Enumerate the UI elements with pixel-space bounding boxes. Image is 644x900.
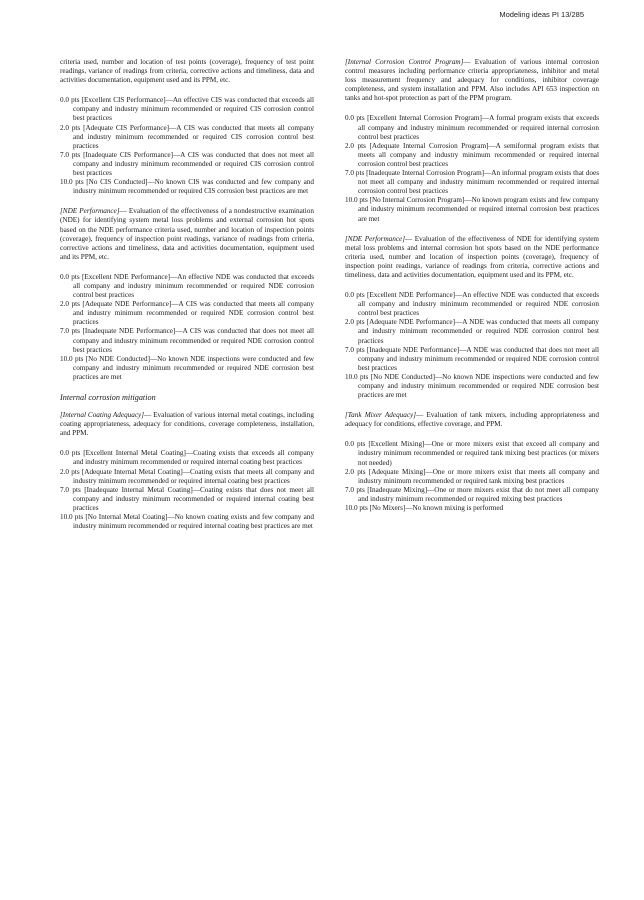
coating-scoring-list xyxy=(60,449,314,531)
list-item: 7.0 pts [Inadequate NDE Performance]—A CIS was conducted that does not meet all company and industry minimum recommended or required NDE corrosion control best practices xyxy=(60,327,314,354)
icp-scoring-list xyxy=(345,114,599,223)
section-subheading: Internal corrosion mitigation xyxy=(60,393,156,402)
icp-paragraph xyxy=(345,58,599,103)
list-item: 7.0 pts [Inadequate NDE Performance]—A NDE was conducted that does not meet all company and industry minimum recommended or required NDE corrosion control best practices xyxy=(345,345,599,372)
list-item: 7.0 pts [Inadequate CIS Performance]—A CIS was conducted that does not meet all company and industry minimum recommended or required CIS corrosion control best practices xyxy=(60,150,314,178)
list-item: 10.0 pts [No NDE Conducted]—No known NDE inspections were conducted and few company and industry minimum recommended or required NDE corrosion best practices are met xyxy=(60,354,314,381)
coating-title: [Internal Coating Adequacy] xyxy=(60,411,145,420)
list-item: 0.0 pts [Excellent NDE Performance]—An effective NDE was conducted that exceeds all company and industry minimum recommended or required NDE corrosion control best practices xyxy=(345,291,599,318)
coating-paragraph xyxy=(60,411,314,438)
coating-text: — Evaluation of various internal metal coatings, including coating appropriateness, adequacy for conditions, coverage completeness, installation, and PPM. xyxy=(60,411,314,438)
tank-mixer-title: [Tank Mixer Adequacy] xyxy=(345,411,417,420)
nde-internal-title: [NDE Performance] xyxy=(345,234,406,243)
list-item: 0.0 pts [Excellent Internal Metal Coating]—Coating exists that exceeds all company and industry minimum recommended or required internal coating best practices xyxy=(60,449,314,467)
nde-external-paragraph xyxy=(60,207,314,262)
list-item: 7.0 pts [Inadequate Mixing]—One or more mixers exist that do not meet all company and industry minimum recommended or required mixing best practices xyxy=(345,485,599,503)
tank-mixer-paragraph xyxy=(345,411,599,429)
list-item: 0.0 pts [Excellent NDE Performance]—An effective NDE was conducted that exceeds all company and industry minimum recommended or required NDE corrosion control best practices xyxy=(60,272,314,300)
list-item: 10.0 pts [No CIS Conducted]—No known CIS was conducted and few company and industry minimum recommended or required CIS corrosion best practices are met xyxy=(60,178,314,196)
list-item: 0.0 pts [Excellent CIS Performance]—An effective CIS was conducted that exceeds all company and industry minimum recommended or required CIS corrosion control best practices xyxy=(60,96,314,123)
list-item: 2.0 pts [Adequate Mixing]—One or more mixers exist that meets all company and industry minimum recommended or required tank mixing best practices xyxy=(345,467,599,485)
running-header: Modeling ideas PI 13/285 xyxy=(499,10,584,19)
list-item: 10.0 pts [No Mixers]—No known mixing is performed xyxy=(345,504,504,513)
nde-internal-text: — Evaluation of the effectiveness of NDE for identifying system metal loss problems and internal corrosion hot spots based on the NDE performance criteria used, number and location of inspection points (coverage), frequency of inspection point readings, variance of readings from criteria, corrective actions and timeliness, data and activities documentation, equipment used and its PPM, etc. xyxy=(345,234,599,279)
list-item: 7.0 pts [Inadequate Internal Corrosion Program]—An informal program exists that does not meet all company and industry minimum recommended or required internal corrosion control best practices xyxy=(345,169,599,196)
nde-external-scoring-list xyxy=(60,273,314,382)
right-column xyxy=(345,58,599,524)
list-item: 2.0 pts [Adequate Internal Metal Coating]—Coating exists that meets all company and industry minimum recommended or required internal coating best practices xyxy=(60,467,314,485)
list-item: 10.0 pts [No Internal Metal Coating]—No known coating exists and few company and industry minimum recommended or required internal coating best practices are met xyxy=(60,513,314,531)
nde-internal-scoring-list xyxy=(345,291,599,400)
icp-title: [Internal Corrosion Control Program] xyxy=(345,58,464,66)
cis-intro-paragraph: criteria used, number and location of test points (coverage), frequency of test point readings, variance of readings from criteria, corrective actions and timeliness, data and activities documentation, equipment used and its PPM, etc. xyxy=(60,58,314,85)
icp-text: — Evaluation of various internal corrosion control measures including performance criteria appropriateness, inhibitor and metal loss measurement frequency and adequacy for conditions, inhibitor coverage completeness, and system installation and PPM. Also includes API 653 inspection on tanks and hot-spot protection as part of the PPM program. xyxy=(345,58,599,103)
list-item: 2.0 pts [Adequate Internal Corrosion Program]—A semiformal program exists that meets all company and industry minimum recommended or required internal corrosion control best practices xyxy=(345,141,599,168)
list-item: 10.0 pts [No Internal Corrosion Program]—No known program exists and few company and industry minimum recommended or required internal corrosion best practices are met xyxy=(345,196,599,223)
nde-internal-paragraph xyxy=(345,235,599,280)
list-item: 2.0 pts [Adequate NDE Performance]—A CIS was conducted that meets all company and industry minimum recommended or required NDE corrosion control best practices xyxy=(60,300,314,327)
tank-mixer-text: — Evaluation of tank mixers, including appropriateness and adequacy for conditions, effective coverage, and PPM. xyxy=(345,411,599,429)
left-column xyxy=(60,58,314,542)
nde-external-text: — Evaluation of the effectiveness of a nondestructive examination (NDE) for identifying system metal loss problems and external corrosion hot spots based on the NDE performance criteria used, number and location of inspection points (coverage), frequency of inspection point readings, variance of readings from criteria, corrective actions and timeliness, data and activities documentation, equipment used and its PPM, etc. xyxy=(60,207,314,261)
list-item: 0.0 pts [Excellent Mixing]—One or more mixers exist that exceed all company and industry minimum recommended or required tank mixing best practices (or mixers not needed) xyxy=(345,440,599,467)
list-item: 2.0 pts [Adequate CIS Performance]—A CIS was conducted that meets all company and industry minimum recommended or required CIS corrosion control best practices xyxy=(60,123,314,150)
list-item: 10.0 pts [No NDE Conducted]—No known NDE inspections were conducted and few company and industry minimum recommended or required NDE corrosion best practices are met xyxy=(345,372,599,400)
list-item: 2.0 pts [Adequate NDE Performance]—A NDE was conducted that meets all company and industry minimum recommended or required NDE corrosion control best practices xyxy=(345,318,599,345)
list-item: 7.0 pts [Inadequate Internal Metal Coating]—Coating exists that does not meet all company and industry minimum recommended or required internal coating best practices xyxy=(60,485,314,512)
list-item: 0.0 pts [Excellent Internal Corrosion Program]—A formal program exists that exceeds all company and industry minimum recommended or required internal corrosion control best practices xyxy=(345,114,599,141)
nde-external-title: [NDE Performance] xyxy=(60,207,120,216)
tank-mixer-scoring-list xyxy=(345,440,599,513)
cis-scoring-list xyxy=(60,96,314,196)
